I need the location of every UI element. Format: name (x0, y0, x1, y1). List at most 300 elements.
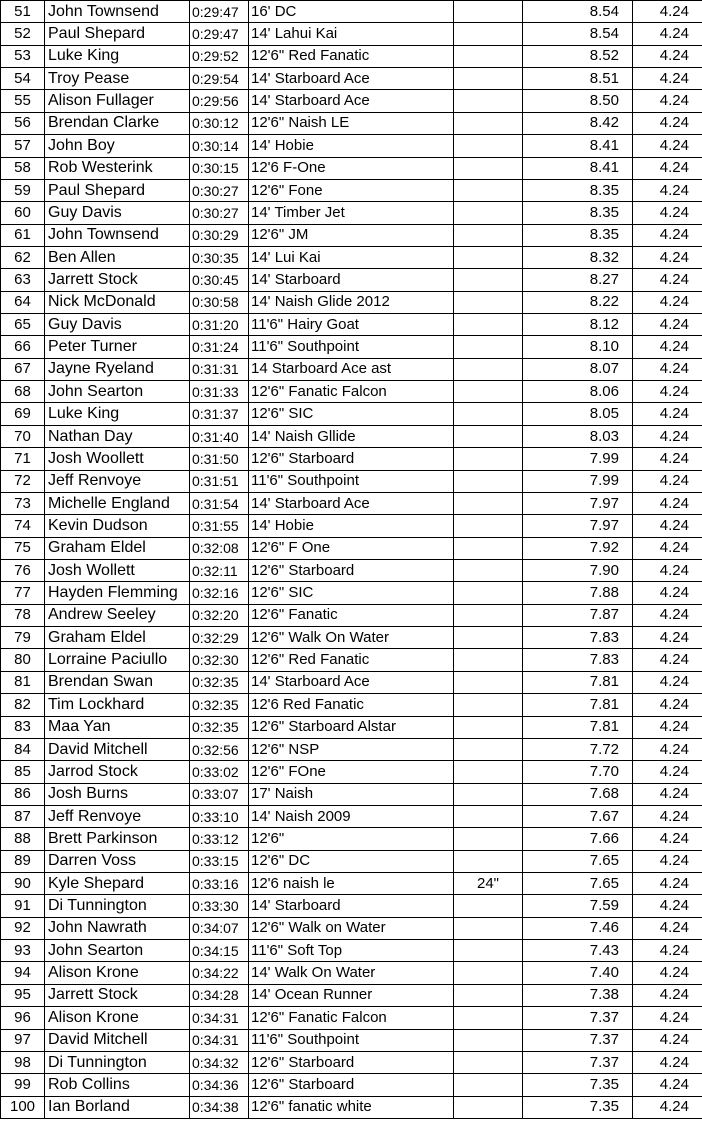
table-row (1, 448, 702, 470)
name-cell: Josh Burns (45, 783, 190, 805)
distance-cell: 4.24 (633, 873, 702, 895)
time-cell: 0:33:12 (190, 828, 249, 850)
time-cell: 0:32:35 (190, 671, 249, 693)
board-width-cell (454, 559, 523, 581)
rank-cell: 52 (1, 23, 45, 45)
board-width-cell (454, 269, 523, 291)
board-cell: 14' Starboard (249, 895, 454, 917)
name-cell: John Nawrath (45, 917, 190, 939)
table-row (1, 157, 702, 179)
board-cell: 11'6" Southpoint (249, 470, 454, 492)
board-cell: 14' Starboard Ace (249, 492, 454, 514)
rank-cell: 73 (1, 492, 45, 514)
speed-cell: 7.81 (523, 716, 633, 738)
name-cell: Luke King (45, 45, 190, 67)
table-row (1, 90, 702, 112)
speed-cell: 8.51 (523, 68, 633, 90)
name-cell: Alison Krone (45, 962, 190, 984)
table-row (1, 336, 702, 358)
board-cell: 12'6" Fanatic Falcon (249, 1007, 454, 1029)
time-cell: 0:31:24 (190, 336, 249, 358)
rank-cell: 59 (1, 179, 45, 201)
speed-cell: 7.92 (523, 537, 633, 559)
rank-cell: 71 (1, 448, 45, 470)
board-width-cell (454, 940, 523, 962)
distance-cell: 4.24 (633, 895, 702, 917)
speed-cell: 7.97 (523, 492, 633, 514)
distance-cell: 4.24 (633, 984, 702, 1006)
table-row (1, 559, 702, 581)
speed-cell: 7.66 (523, 828, 633, 850)
distance-cell: 4.24 (633, 179, 702, 201)
rank-cell: 98 (1, 1051, 45, 1073)
speed-cell: 7.87 (523, 604, 633, 626)
board-width-cell (454, 179, 523, 201)
board-cell: 12'6" Starboard (249, 1074, 454, 1096)
table-row (1, 246, 702, 268)
distance-cell: 4.24 (633, 1, 702, 23)
speed-cell: 7.99 (523, 470, 633, 492)
board-cell: 12'6" Starboard Alstar (249, 716, 454, 738)
board-width-cell (454, 68, 523, 90)
board-cell: 17' Naish (249, 783, 454, 805)
name-cell: Hayden Flemming (45, 582, 190, 604)
speed-cell: 8.41 (523, 157, 633, 179)
board-width-cell (454, 314, 523, 336)
name-cell: Lorraine Paciullo (45, 649, 190, 671)
board-cell: 14' Ocean Runner (249, 984, 454, 1006)
rank-cell: 72 (1, 470, 45, 492)
speed-cell: 8.27 (523, 269, 633, 291)
name-cell: David Mitchell (45, 1029, 190, 1051)
time-cell: 0:34:31 (190, 1007, 249, 1029)
distance-cell: 4.24 (633, 269, 702, 291)
board-cell: 12'6" DC (249, 850, 454, 872)
distance-cell: 4.24 (633, 627, 702, 649)
board-width-cell (454, 157, 523, 179)
speed-cell: 8.35 (523, 202, 633, 224)
speed-cell: 7.65 (523, 850, 633, 872)
board-width-cell (454, 425, 523, 447)
table-row (1, 582, 702, 604)
distance-cell: 4.24 (633, 671, 702, 693)
board-width-cell (454, 537, 523, 559)
distance-cell: 4.24 (633, 783, 702, 805)
rank-cell: 60 (1, 202, 45, 224)
time-cell: 0:33:10 (190, 805, 249, 827)
board-width-cell (454, 850, 523, 872)
speed-cell: 8.54 (523, 1, 633, 23)
time-cell: 0:30:27 (190, 179, 249, 201)
distance-cell: 4.24 (633, 1051, 702, 1073)
board-cell: 14' Naish Glide 2012 (249, 291, 454, 313)
board-cell: 12'6" fanatic white (249, 1096, 454, 1118)
distance-cell: 4.24 (633, 1096, 702, 1118)
rank-cell: 69 (1, 403, 45, 425)
table-row (1, 873, 702, 895)
time-cell: 0:32:35 (190, 716, 249, 738)
time-cell: 0:34:38 (190, 1096, 249, 1118)
distance-cell: 4.24 (633, 738, 702, 760)
time-cell: 0:31:37 (190, 403, 249, 425)
table-row (1, 761, 702, 783)
time-cell: 0:30:15 (190, 157, 249, 179)
time-cell: 0:31:31 (190, 358, 249, 380)
speed-cell: 7.38 (523, 984, 633, 1006)
board-cell: 11'6" Soft Top (249, 940, 454, 962)
name-cell: Maa Yan (45, 716, 190, 738)
rank-cell: 62 (1, 246, 45, 268)
name-cell: Brendan Clarke (45, 112, 190, 134)
board-width-cell (454, 1074, 523, 1096)
board-cell: 12'6" Starboard (249, 1051, 454, 1073)
table-row (1, 917, 702, 939)
time-cell: 0:32:30 (190, 649, 249, 671)
speed-cell: 7.83 (523, 627, 633, 649)
speed-cell: 8.41 (523, 135, 633, 157)
board-width-cell (454, 738, 523, 760)
speed-cell: 7.70 (523, 761, 633, 783)
time-cell: 0:29:47 (190, 23, 249, 45)
name-cell: Rob Collins (45, 1074, 190, 1096)
distance-cell: 4.24 (633, 761, 702, 783)
time-cell: 0:31:55 (190, 515, 249, 537)
rank-cell: 93 (1, 940, 45, 962)
distance-cell: 4.24 (633, 1007, 702, 1029)
board-cell: 14' Starboard Ace (249, 68, 454, 90)
board-width-cell (454, 1007, 523, 1029)
rank-cell: 89 (1, 850, 45, 872)
time-cell: 0:31:54 (190, 492, 249, 514)
distance-cell: 4.24 (633, 68, 702, 90)
name-cell: Jarrett Stock (45, 269, 190, 291)
board-width-cell (454, 448, 523, 470)
table-row (1, 783, 702, 805)
name-cell: Ben Allen (45, 246, 190, 268)
distance-cell: 4.24 (633, 448, 702, 470)
rank-cell: 75 (1, 537, 45, 559)
distance-cell: 4.24 (633, 246, 702, 268)
name-cell: Paul Shepard (45, 23, 190, 45)
rank-cell: 78 (1, 604, 45, 626)
time-cell: 0:34:32 (190, 1051, 249, 1073)
board-cell: 12'6" Fanatic Falcon (249, 381, 454, 403)
table-row (1, 179, 702, 201)
rank-cell: 68 (1, 381, 45, 403)
name-cell: Nathan Day (45, 425, 190, 447)
board-cell: 14' Walk On Water (249, 962, 454, 984)
time-cell: 0:33:16 (190, 873, 249, 895)
distance-cell: 4.24 (633, 515, 702, 537)
time-cell: 0:32:20 (190, 604, 249, 626)
speed-cell: 7.83 (523, 649, 633, 671)
board-width-cell (454, 694, 523, 716)
time-cell: 0:32:56 (190, 738, 249, 760)
board-cell: 12'6" Fone (249, 179, 454, 201)
rank-cell: 100 (1, 1096, 45, 1118)
name-cell: Brendan Swan (45, 671, 190, 693)
speed-cell: 7.68 (523, 783, 633, 805)
time-cell: 0:29:56 (190, 90, 249, 112)
distance-cell: 4.24 (633, 962, 702, 984)
table-row (1, 403, 702, 425)
name-cell: Di Tunnington (45, 895, 190, 917)
board-cell: 12'6" FOne (249, 761, 454, 783)
name-cell: Tim Lockhard (45, 694, 190, 716)
time-cell: 0:32:08 (190, 537, 249, 559)
speed-cell: 7.81 (523, 694, 633, 716)
board-cell: 12'6" Walk On Water (249, 627, 454, 649)
distance-cell: 4.24 (633, 291, 702, 313)
table-row (1, 895, 702, 917)
board-width-cell (454, 649, 523, 671)
time-cell: 0:29:47 (190, 1, 249, 23)
table-row (1, 358, 702, 380)
table-row (1, 425, 702, 447)
table-row (1, 68, 702, 90)
time-cell: 0:30:14 (190, 135, 249, 157)
name-cell: Brett Parkinson (45, 828, 190, 850)
table-row (1, 627, 702, 649)
distance-cell: 4.24 (633, 23, 702, 45)
name-cell: Paul Shepard (45, 179, 190, 201)
name-cell: Troy Pease (45, 68, 190, 90)
time-cell: 0:31:50 (190, 448, 249, 470)
distance-cell: 4.24 (633, 604, 702, 626)
rank-cell: 97 (1, 1029, 45, 1051)
board-width-cell (454, 224, 523, 246)
board-cell: 12'6" F One (249, 537, 454, 559)
name-cell: Jeff Renvoye (45, 805, 190, 827)
distance-cell: 4.24 (633, 940, 702, 962)
speed-cell: 8.35 (523, 224, 633, 246)
distance-cell: 4.24 (633, 112, 702, 134)
board-cell: 11'6" Southpoint (249, 336, 454, 358)
speed-cell: 8.42 (523, 112, 633, 134)
table-row (1, 805, 702, 827)
table-row (1, 1, 702, 23)
distance-cell: 4.24 (633, 425, 702, 447)
speed-cell: 7.37 (523, 1029, 633, 1051)
board-width-cell (454, 135, 523, 157)
time-cell: 0:34:31 (190, 1029, 249, 1051)
time-cell: 0:29:52 (190, 45, 249, 67)
speed-cell: 8.06 (523, 381, 633, 403)
time-cell: 0:33:07 (190, 783, 249, 805)
table-row (1, 112, 702, 134)
board-cell: 14' Naish Gllide (249, 425, 454, 447)
board-width-cell (454, 202, 523, 224)
distance-cell: 4.24 (633, 582, 702, 604)
distance-cell: 4.24 (633, 224, 702, 246)
distance-cell: 4.24 (633, 716, 702, 738)
name-cell: Guy Davis (45, 314, 190, 336)
rank-cell: 87 (1, 805, 45, 827)
table-row (1, 470, 702, 492)
speed-cell: 7.99 (523, 448, 633, 470)
table-row (1, 23, 702, 45)
results-body (1, 1, 702, 1119)
rank-cell: 85 (1, 761, 45, 783)
board-width-cell (454, 1096, 523, 1118)
board-width-cell (454, 828, 523, 850)
board-cell: 12'6" Naish LE (249, 112, 454, 134)
board-width-cell (454, 291, 523, 313)
table-row (1, 694, 702, 716)
board-width-cell (454, 45, 523, 67)
rank-cell: 86 (1, 783, 45, 805)
name-cell: Josh Woollett (45, 448, 190, 470)
board-cell: 14' Hobie (249, 515, 454, 537)
name-cell: Di Tunnington (45, 1051, 190, 1073)
name-cell: Guy Davis (45, 202, 190, 224)
board-cell: 12'6" Fanatic (249, 604, 454, 626)
board-width-cell (454, 805, 523, 827)
name-cell: John Townsend (45, 224, 190, 246)
time-cell: 0:32:16 (190, 582, 249, 604)
board-width-cell (454, 984, 523, 1006)
board-cell: 14' Naish 2009 (249, 805, 454, 827)
rank-cell: 70 (1, 425, 45, 447)
table-row (1, 649, 702, 671)
rank-cell: 67 (1, 358, 45, 380)
speed-cell: 8.22 (523, 291, 633, 313)
speed-cell: 8.54 (523, 23, 633, 45)
rank-cell: 81 (1, 671, 45, 693)
name-cell: John Searton (45, 940, 190, 962)
time-cell: 0:33:15 (190, 850, 249, 872)
speed-cell: 7.65 (523, 873, 633, 895)
table-row (1, 1051, 702, 1073)
time-cell: 0:32:35 (190, 694, 249, 716)
board-cell: 14 Starboard Ace ast (249, 358, 454, 380)
table-row (1, 515, 702, 537)
name-cell: John Searton (45, 381, 190, 403)
rank-cell: 58 (1, 157, 45, 179)
name-cell: Jayne Ryeland (45, 358, 190, 380)
time-cell: 0:30:35 (190, 246, 249, 268)
table-row (1, 492, 702, 514)
speed-cell: 8.35 (523, 179, 633, 201)
board-width-cell (454, 962, 523, 984)
board-width-cell (454, 604, 523, 626)
distance-cell: 4.24 (633, 403, 702, 425)
distance-cell: 4.24 (633, 45, 702, 67)
name-cell: Michelle England (45, 492, 190, 514)
board-width-cell (454, 403, 523, 425)
speed-cell: 7.43 (523, 940, 633, 962)
table-row (1, 984, 702, 1006)
table-row (1, 962, 702, 984)
speed-cell: 8.07 (523, 358, 633, 380)
table-row (1, 1007, 702, 1029)
rank-cell: 96 (1, 1007, 45, 1029)
board-width-cell (454, 381, 523, 403)
rank-cell: 88 (1, 828, 45, 850)
time-cell: 0:31:20 (190, 314, 249, 336)
speed-cell: 7.37 (523, 1007, 633, 1029)
board-cell: 12'6" (249, 828, 454, 850)
rank-cell: 83 (1, 716, 45, 738)
board-width-cell: 24" (454, 873, 523, 895)
table-row (1, 45, 702, 67)
rank-cell: 91 (1, 895, 45, 917)
board-width-cell (454, 492, 523, 514)
name-cell: Andrew Seeley (45, 604, 190, 626)
time-cell: 0:30:12 (190, 112, 249, 134)
table-row (1, 269, 702, 291)
board-width-cell (454, 336, 523, 358)
rank-cell: 56 (1, 112, 45, 134)
name-cell: Darren Voss (45, 850, 190, 872)
board-cell: 12'6" Starboard (249, 559, 454, 581)
distance-cell: 4.24 (633, 649, 702, 671)
board-width-cell (454, 1, 523, 23)
table-row (1, 291, 702, 313)
board-width-cell (454, 246, 523, 268)
speed-cell: 7.97 (523, 515, 633, 537)
table-row (1, 940, 702, 962)
distance-cell: 4.24 (633, 537, 702, 559)
table-row (1, 604, 702, 626)
distance-cell: 4.24 (633, 358, 702, 380)
table-row (1, 1096, 702, 1118)
table-row (1, 738, 702, 760)
board-width-cell (454, 470, 523, 492)
rank-cell: 51 (1, 1, 45, 23)
rank-cell: 66 (1, 336, 45, 358)
distance-cell: 4.24 (633, 917, 702, 939)
time-cell: 0:31:33 (190, 381, 249, 403)
name-cell: Jarrett Stock (45, 984, 190, 1006)
rank-cell: 64 (1, 291, 45, 313)
time-cell: 0:33:30 (190, 895, 249, 917)
name-cell: Graham Eldel (45, 537, 190, 559)
board-width-cell (454, 627, 523, 649)
speed-cell: 8.50 (523, 90, 633, 112)
rank-cell: 76 (1, 559, 45, 581)
distance-cell: 4.24 (633, 1074, 702, 1096)
board-cell: 11'6" Hairy Goat (249, 314, 454, 336)
time-cell: 0:34:15 (190, 940, 249, 962)
table-row (1, 671, 702, 693)
distance-cell: 4.24 (633, 135, 702, 157)
speed-cell: 8.10 (523, 336, 633, 358)
distance-cell: 4.24 (633, 381, 702, 403)
speed-cell: 7.40 (523, 962, 633, 984)
name-cell: David Mitchell (45, 738, 190, 760)
table-row (1, 314, 702, 336)
name-cell: Kevin Dudson (45, 515, 190, 537)
rank-cell: 65 (1, 314, 45, 336)
distance-cell: 4.24 (633, 90, 702, 112)
distance-cell: 4.24 (633, 314, 702, 336)
board-width-cell (454, 582, 523, 604)
board-width-cell (454, 783, 523, 805)
board-cell: 12'6 naish le (249, 873, 454, 895)
board-cell: 12'6" Red Fanatic (249, 649, 454, 671)
board-cell: 12'6 Red Fanatic (249, 694, 454, 716)
board-cell: 12'6" Walk on Water (249, 917, 454, 939)
speed-cell: 7.59 (523, 895, 633, 917)
rank-cell: 57 (1, 135, 45, 157)
rank-cell: 77 (1, 582, 45, 604)
name-cell: Nick McDonald (45, 291, 190, 313)
board-width-cell (454, 515, 523, 537)
table-row (1, 850, 702, 872)
distance-cell: 4.24 (633, 1029, 702, 1051)
board-cell: 14' Lahui Kai (249, 23, 454, 45)
